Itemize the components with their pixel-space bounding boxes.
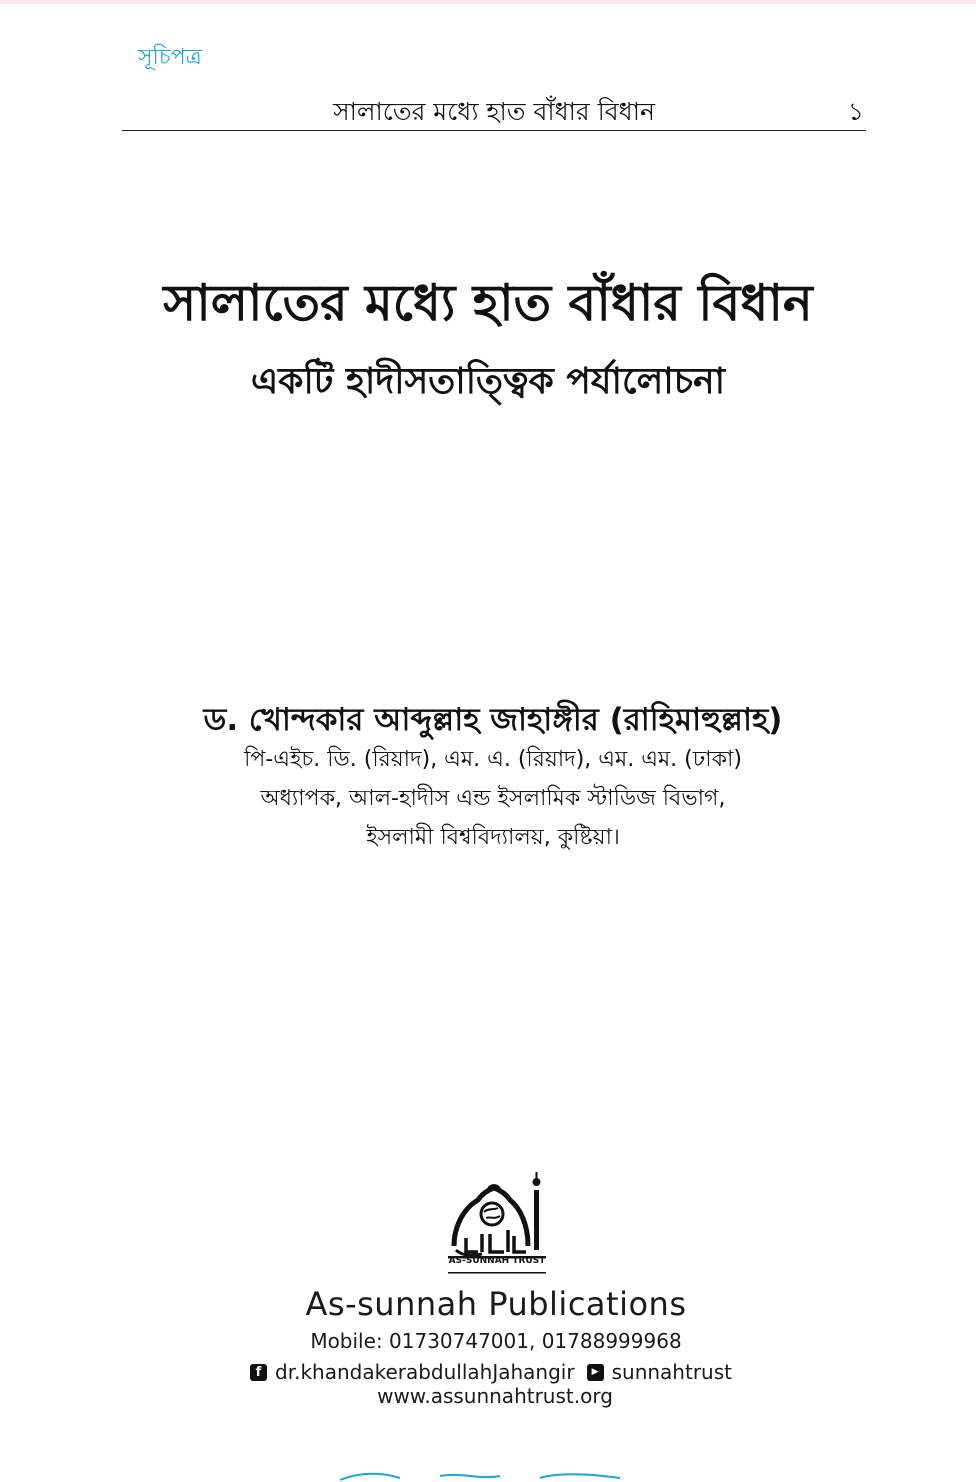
facebook-handle[interactable]: dr.khandakerabdullahJahangir [275,1360,575,1384]
book-title: সালাতের মধ্যে হাত বাঁধার বিধান [163,274,813,332]
running-header [122,88,866,131]
author-name: ড. খোন্দকার আব্দুল্লাহ জাহাঙ্গীর (রাহিমাহুল্লাহ) [203,702,783,738]
publisher-mobile: Mobile: 01730747001, 01788999968 [310,1329,682,1353]
author-institution: ইসলামী বিশ্ববিদ্যালয়, কুষ্টিয়া। [366,825,620,850]
publisher-name: As-sunnah Publications [305,1285,687,1323]
running-title: সালাতের মধ্যে হাত বাঁধার বিধান [333,97,655,126]
next-page-edge [320,1470,640,1482]
page-number: ১ [847,97,864,126]
facebook-icon: f [250,1364,267,1381]
youtube-icon: ▶ [587,1364,604,1381]
top-border [0,0,976,4]
website-link[interactable]: www.assunnahtrust.org [377,1384,613,1408]
author-degrees: পি-এইচ. ডি. (রিয়াদ), এম. এ. (রিয়াদ), এম. এম. (ঢাকা) [244,747,742,772]
youtube-handle[interactable]: sunnahtrust [611,1360,732,1384]
logo-caption: AS-SUNNAH TRUST [448,1256,546,1266]
author-position: অধ্যাপক, আল-হাদীস এন্ড ইসলামিক স্টাডিজ বিভাগ, [260,786,726,811]
social-links [250,1358,750,1386]
toc-link[interactable]: সূচিপত্র [138,45,202,70]
book-subtitle: একটি হাদীসতাত্ত্বিক পর্যালোচনা [250,361,726,402]
